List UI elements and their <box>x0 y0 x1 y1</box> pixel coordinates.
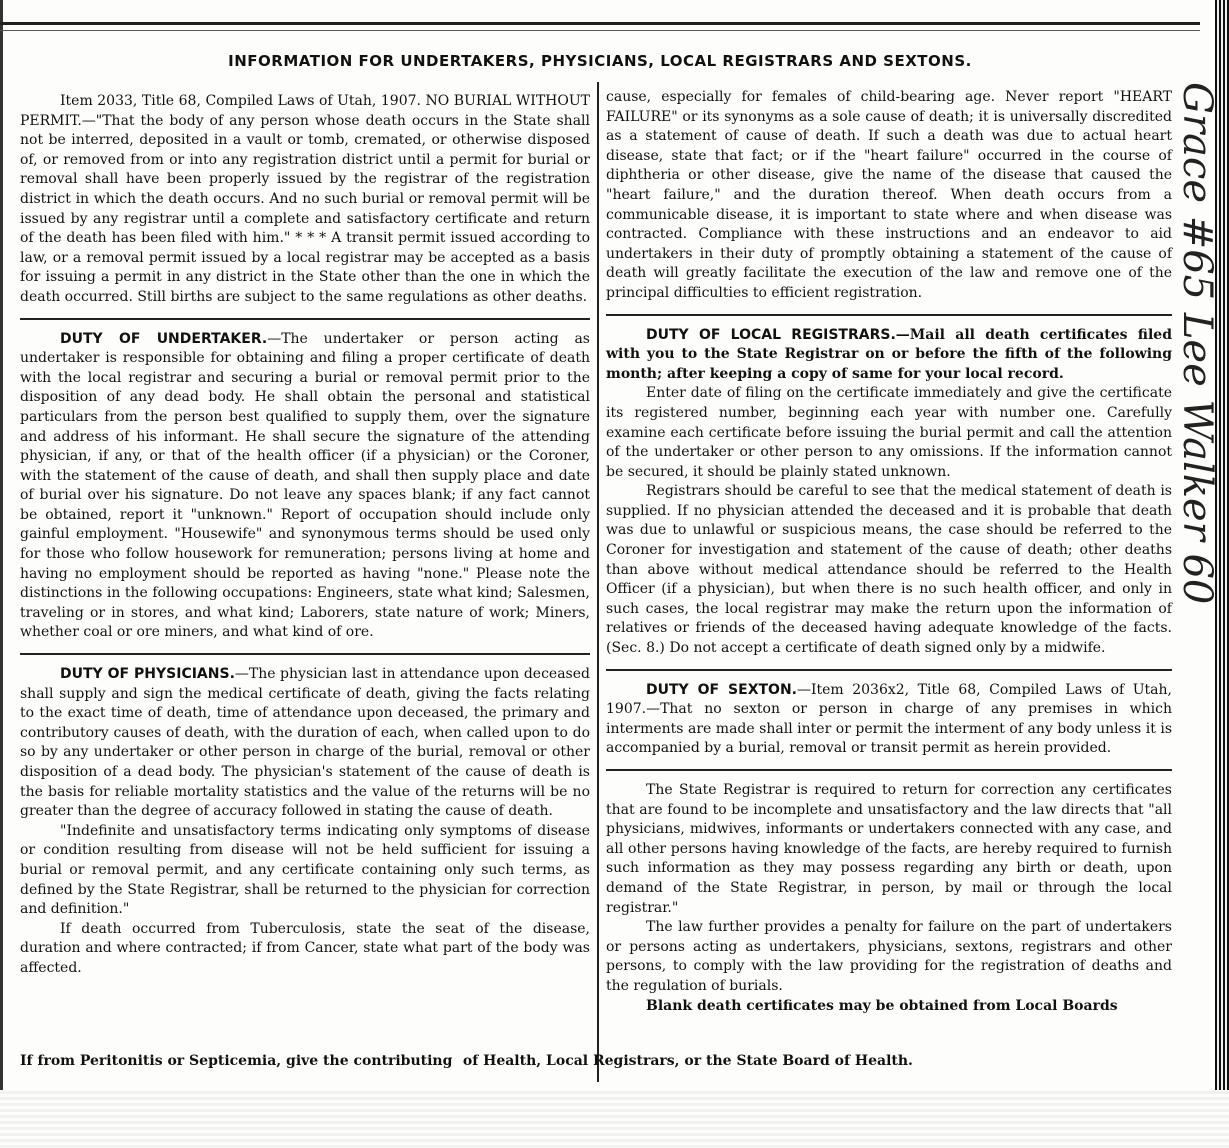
indefinite-paragraph: "Indefinite and unsatisfactory terms indicating only symptoms of disease or condition resulting from disease will not be held sufficient for issuing a burial or removal permit, and any certificate containing only such terms, as defined by the State Registrar, shall be returned to the physician for correction and definition." <box>20 822 590 918</box>
right-column <box>606 88 1172 1022</box>
enter-date-paragraph: Enter date of filing on the certificate immediately and give the certificate its registered number, beginning each year with number one. Carefully examine each certificate before issuing the burial permit and call the attention of the undertaker or other person to any omissions. If the information cannot be secured, it should be plainly stated unknown. <box>606 385 1172 480</box>
top-rule <box>0 22 1200 25</box>
section-rule <box>606 769 1172 771</box>
sexton-section <box>606 677 1172 765</box>
handwritten-annotation: Grace #65 Lee Walker 60 <box>1174 82 1220 605</box>
undertaker-section <box>20 326 590 650</box>
scan-left-edge <box>0 0 3 1148</box>
sexton-paragraph <box>606 681 1172 759</box>
bottom-left-text: If from Peritonitis or Septicemia, give the contributing <box>20 1053 453 1069</box>
physicians-heading: DUTY OF PHYSICIANS. <box>60 666 235 683</box>
section-rule <box>20 653 590 655</box>
penalty-paragraph: The law further provides a penalty for failure on the part of undertakers or persons acting as undertakers, physicians, sextons, registrars and other persons, to comply with the law providing for the registration of deaths and the regulation of burials. <box>606 919 1172 994</box>
state-registrar-section <box>606 777 1172 1022</box>
section-rule <box>606 314 1172 316</box>
state-registrar-paragraph: The State Registrar is required to return for correction any certificates that are found to be incomplete and unsatisfactory and the law directs that "all physicians, midwives, informants or undertakers connected with any case, and all other persons having knowledge of the facts, are hereby required to furnish such information as they may possess regarding any birth or death, upon demand of the State Registrar, in person, by mail or through the local registrar." <box>606 782 1172 916</box>
top-rule-thin <box>0 30 1200 31</box>
left-column <box>20 88 590 985</box>
registrars-heading: DUTY OF LOCAL REGISTRARS. <box>646 326 896 343</box>
sexton-heading: DUTY OF SEXTON. <box>646 681 797 698</box>
physicians-paragraph <box>20 665 590 822</box>
scan-noise <box>0 1090 1229 1148</box>
burial-section <box>20 88 590 314</box>
registrars-section <box>606 322 1172 665</box>
cause-paragraph: cause, especially for females of child-bearing age. Never report "HEART FAILURE" or its synonyms as a sole cause of death; it is universally discredited as a statement of cause of death. If such a death was due to actual heart disease, state that fact; or if the "heart failure" occurred in the course of diphtheria or other disease, give the name of the disease that caused the "heart failure," and the duration thereof. When death occurs from a communicable disease, it is important to state where and when disease was contracted. Compliance with these instructions and an endeavor to aid undertakers in their duty of promptly obtaining a statement of the cause of death will greatly facilitate the execution of the law and remove one of the principal difficulties to efficient registration. <box>606 89 1172 301</box>
undertaker-text: —The undertaker or person acting as undertaker is responsible for obtaining and filing a proper certificate of death with the local registrar and securing a burial or removal permit prior to the disposition of any dead body. He shall obtain the personal and statistical particulars from the person best qualified to supply them, over the signature and address of his informant. He shall secure the signature of the attending physician, if any, or that of the health officer (if a physician) or the Coroner, with the statement of the cause of death, and shall then supply place and date of burial over his signature. Do not leave any spaces blank; if any fact cannot be obtained, report it "unknown." Report of occupation should include only gainful employment. "Housewife" and synonymous terms should be used only for those who follow housework for remuneration; persons living at home and having no employment should be reported as having "none." Please note the distinctions in the following occupations: Engineers, state what kind; Salesmen, traveling or in stores, and what kind; Laborers, state nature of work; Miners, whether coal or ore miners, and what kind of ore. <box>20 330 590 641</box>
registrars-paragraph <box>606 326 1172 385</box>
undertaker-paragraph <box>20 330 590 644</box>
sexton-text: —Item 2036x2, Title 68, Compiled Laws of Utah, 1907.—That no sexton or person in charge of any premises in which interments are made shall inter or permit the interment of any body unless it is accompanied by a burial, removal or transit permit as herein provided. <box>606 681 1172 757</box>
bottom-right-text: of Health, Local Registrars, or the State Board of Health. <box>462 1053 913 1069</box>
page-title: INFORMATION FOR UNDERTAKERS, PHYSICIANS, LOCAL REGISTRARS AND SEXTONS. <box>228 52 972 70</box>
burial-paragraph: Item 2033, Title 68, Compiled Laws of Utah, 1907. NO BURIAL WITHOUT PERMIT.—"That the body of any person whose death occurs in the State shall not be interred, deposited in a vault or tomb, cremated, or otherwise disposed of, or removed from or into any registration district until a permit for burial or removal shall have been properly issued by the registrar of the registration district in which the death occurs. And no such burial or removal permit will be issued by any registrar until a complete and satisfactory certificate and return of the death has been filed with him." * * * A transit permit issued according to law, or a removal permit issued by a local registrar may be accepted as a basis for issuing a permit in any district in the State other than the one in which the death occurred. Still births are subject to the same regulations as other deaths. <box>20 93 590 305</box>
section-rule <box>20 318 590 320</box>
section-rule <box>606 669 1172 671</box>
physicians-text: —The physician last in attendance upon deceased shall supply and sign the medical certificate of death, giving the facts relating to the exact time of death, time of attendance upon deceased, the primary and contributory causes of death, with the duration of each, when called upon to do so by any undertaker or other person in charge of the burial, removal or other disposition of a dead body. The physician's statement of the cause of death is the basis for reliable mortality statistics and the value of the returns will be no greater than the degree of accuracy followed in stating the cause of death. <box>20 666 590 820</box>
careful-paragraph: Registrars should be careful to see that the medical statement of death is supplied. If no physician attended the deceased and it is probable that death was due to unlawful or suspicious means, the case should be referred to the Coroner for investigation and statement of the cause of death; other deaths than above without medical attendance should be referred to the Health Officer (if a physician), but when there is no such health officer, and only in such cases, the local registrar may make the return upon the information of relatives or friends of the deceased having adequate knowledge of the facts. (Sec. 8.) Do not accept a certificate of death signed only by a midwife. <box>606 483 1172 657</box>
cause-section <box>606 88 1172 310</box>
blank-certificates-paragraph: Blank death certificates may be obtained from Local Boards <box>646 997 1118 1014</box>
undertaker-heading: DUTY OF UNDERTAKER. <box>60 330 268 347</box>
tuberculosis-paragraph: If death occurred from Tuberculosis, state the seat of the disease, duration and where contracted; if from Cancer, state what part of the body was affected. <box>20 920 590 976</box>
column-divider <box>597 82 599 1082</box>
bottom-line <box>20 1052 1172 1072</box>
physicians-section <box>20 661 590 985</box>
registrars-text: —Mail all death certificates filed with you to the State Registrar on or before the fifth of the following month; after keeping a copy of same for your local record. <box>606 326 1173 382</box>
